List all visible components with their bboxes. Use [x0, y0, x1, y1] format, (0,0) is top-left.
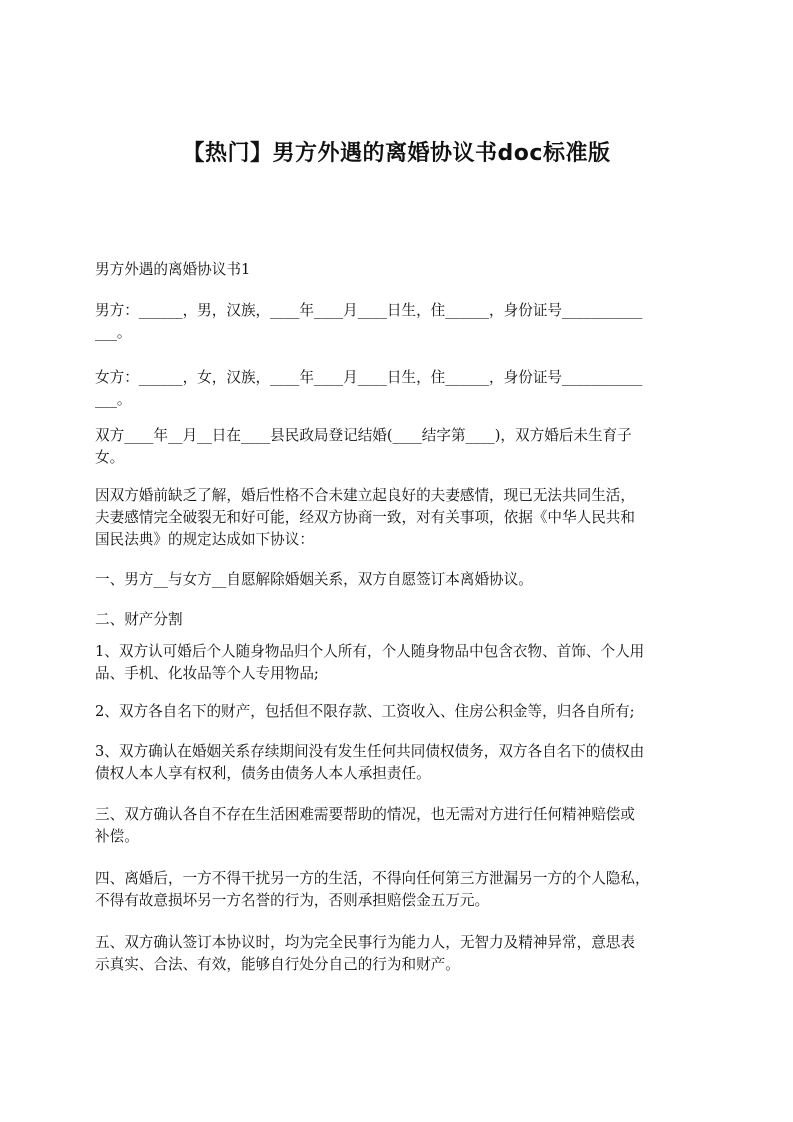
paragraph	[95, 425, 705, 469]
paragraph-line: 夫妻感情完全破裂无和好可能，经双方协商一致，对有关事项，依据《中华人民共和	[95, 509, 635, 526]
paragraph-line: 一、男方__与女方__自愿解除婚姻关系，双方自愿签订本离婚协议。	[95, 571, 533, 588]
paragraph-line: 债权人本人享有权利，债务由债务人本人承担责任。	[95, 765, 431, 782]
paragraph-line: 品、手机、化妆品等个人专用物品;	[95, 665, 319, 682]
paragraph-line: 男方外遇的离婚协议书1	[95, 261, 251, 278]
paragraph	[95, 569, 705, 591]
paragraph-line: 双方____年__月__日在____县民政局登记结婚(____结字第____)，双方婚后未生育子	[95, 427, 632, 444]
paragraph-line: 2、双方各自名下的财产，包括但不限存款、工资收入、住房公积金等，归各自所有;	[95, 703, 635, 720]
paragraph-line: ___。	[95, 391, 132, 408]
paragraph-line: 三、双方确认各自不存在生活困难需要帮助的情况，也无需对方进行任何精神赔偿或	[95, 806, 635, 823]
paragraph-line: 国民法典》的规定达成如下协议：	[95, 531, 314, 548]
paragraph	[95, 641, 705, 685]
paragraph	[95, 259, 705, 281]
paragraph	[95, 609, 705, 631]
paragraph-line: 女方：______，女，汉族，____年____月____日生，住______，身份证号___________	[95, 369, 643, 386]
paragraph	[95, 804, 705, 848]
paragraph-line: 男方：______，男，汉族，____年____月____日生，住______，身份证号___________	[95, 302, 643, 319]
paragraph-line: ___。	[95, 324, 132, 341]
paragraph	[95, 300, 705, 344]
paragraph-line: 3、双方确认在婚姻关系存续期间没有发生任何共同债权债务，双方各自名下的债权由	[95, 743, 645, 760]
paragraph-line: 不得有故意损坏另一方名誉的行为，否则承担赔偿金五万元。	[95, 892, 490, 909]
paragraph-line: 女。	[95, 449, 125, 466]
paragraph-line: 补偿。	[95, 828, 139, 845]
document-title: 【热门】男方外遇的离婚协议书doc标准版	[182, 141, 611, 166]
paragraph-line: 五、双方确认签订本协议时，均为完全民事行为能力人，无智力及精神异常，意思表	[95, 934, 635, 951]
paragraph	[95, 932, 705, 976]
paragraph-line: 二、财产分割	[95, 611, 183, 628]
paragraph	[95, 868, 705, 912]
paragraph	[95, 741, 705, 785]
paragraph-line: 因双方婚前缺乏了解，婚后性格不合未建立起良好的夫妻感情，现已无法共同生活，	[95, 487, 635, 504]
paragraph-line: 示真实、合法、有效，能够自行处分自己的行为和财产。	[95, 956, 460, 973]
paragraph-line: 四、离婚后，一方不得干扰另一方的生活，不得向任何第三方泄漏另一方的个人隐私，	[95, 870, 650, 887]
paragraph	[95, 367, 705, 411]
paragraph-line: 1、双方认可婚后个人随身物品归个人所有，个人随身物品中包含衣物、首饰、个人用	[95, 643, 645, 660]
paragraph	[95, 485, 705, 551]
paragraph	[95, 701, 705, 723]
